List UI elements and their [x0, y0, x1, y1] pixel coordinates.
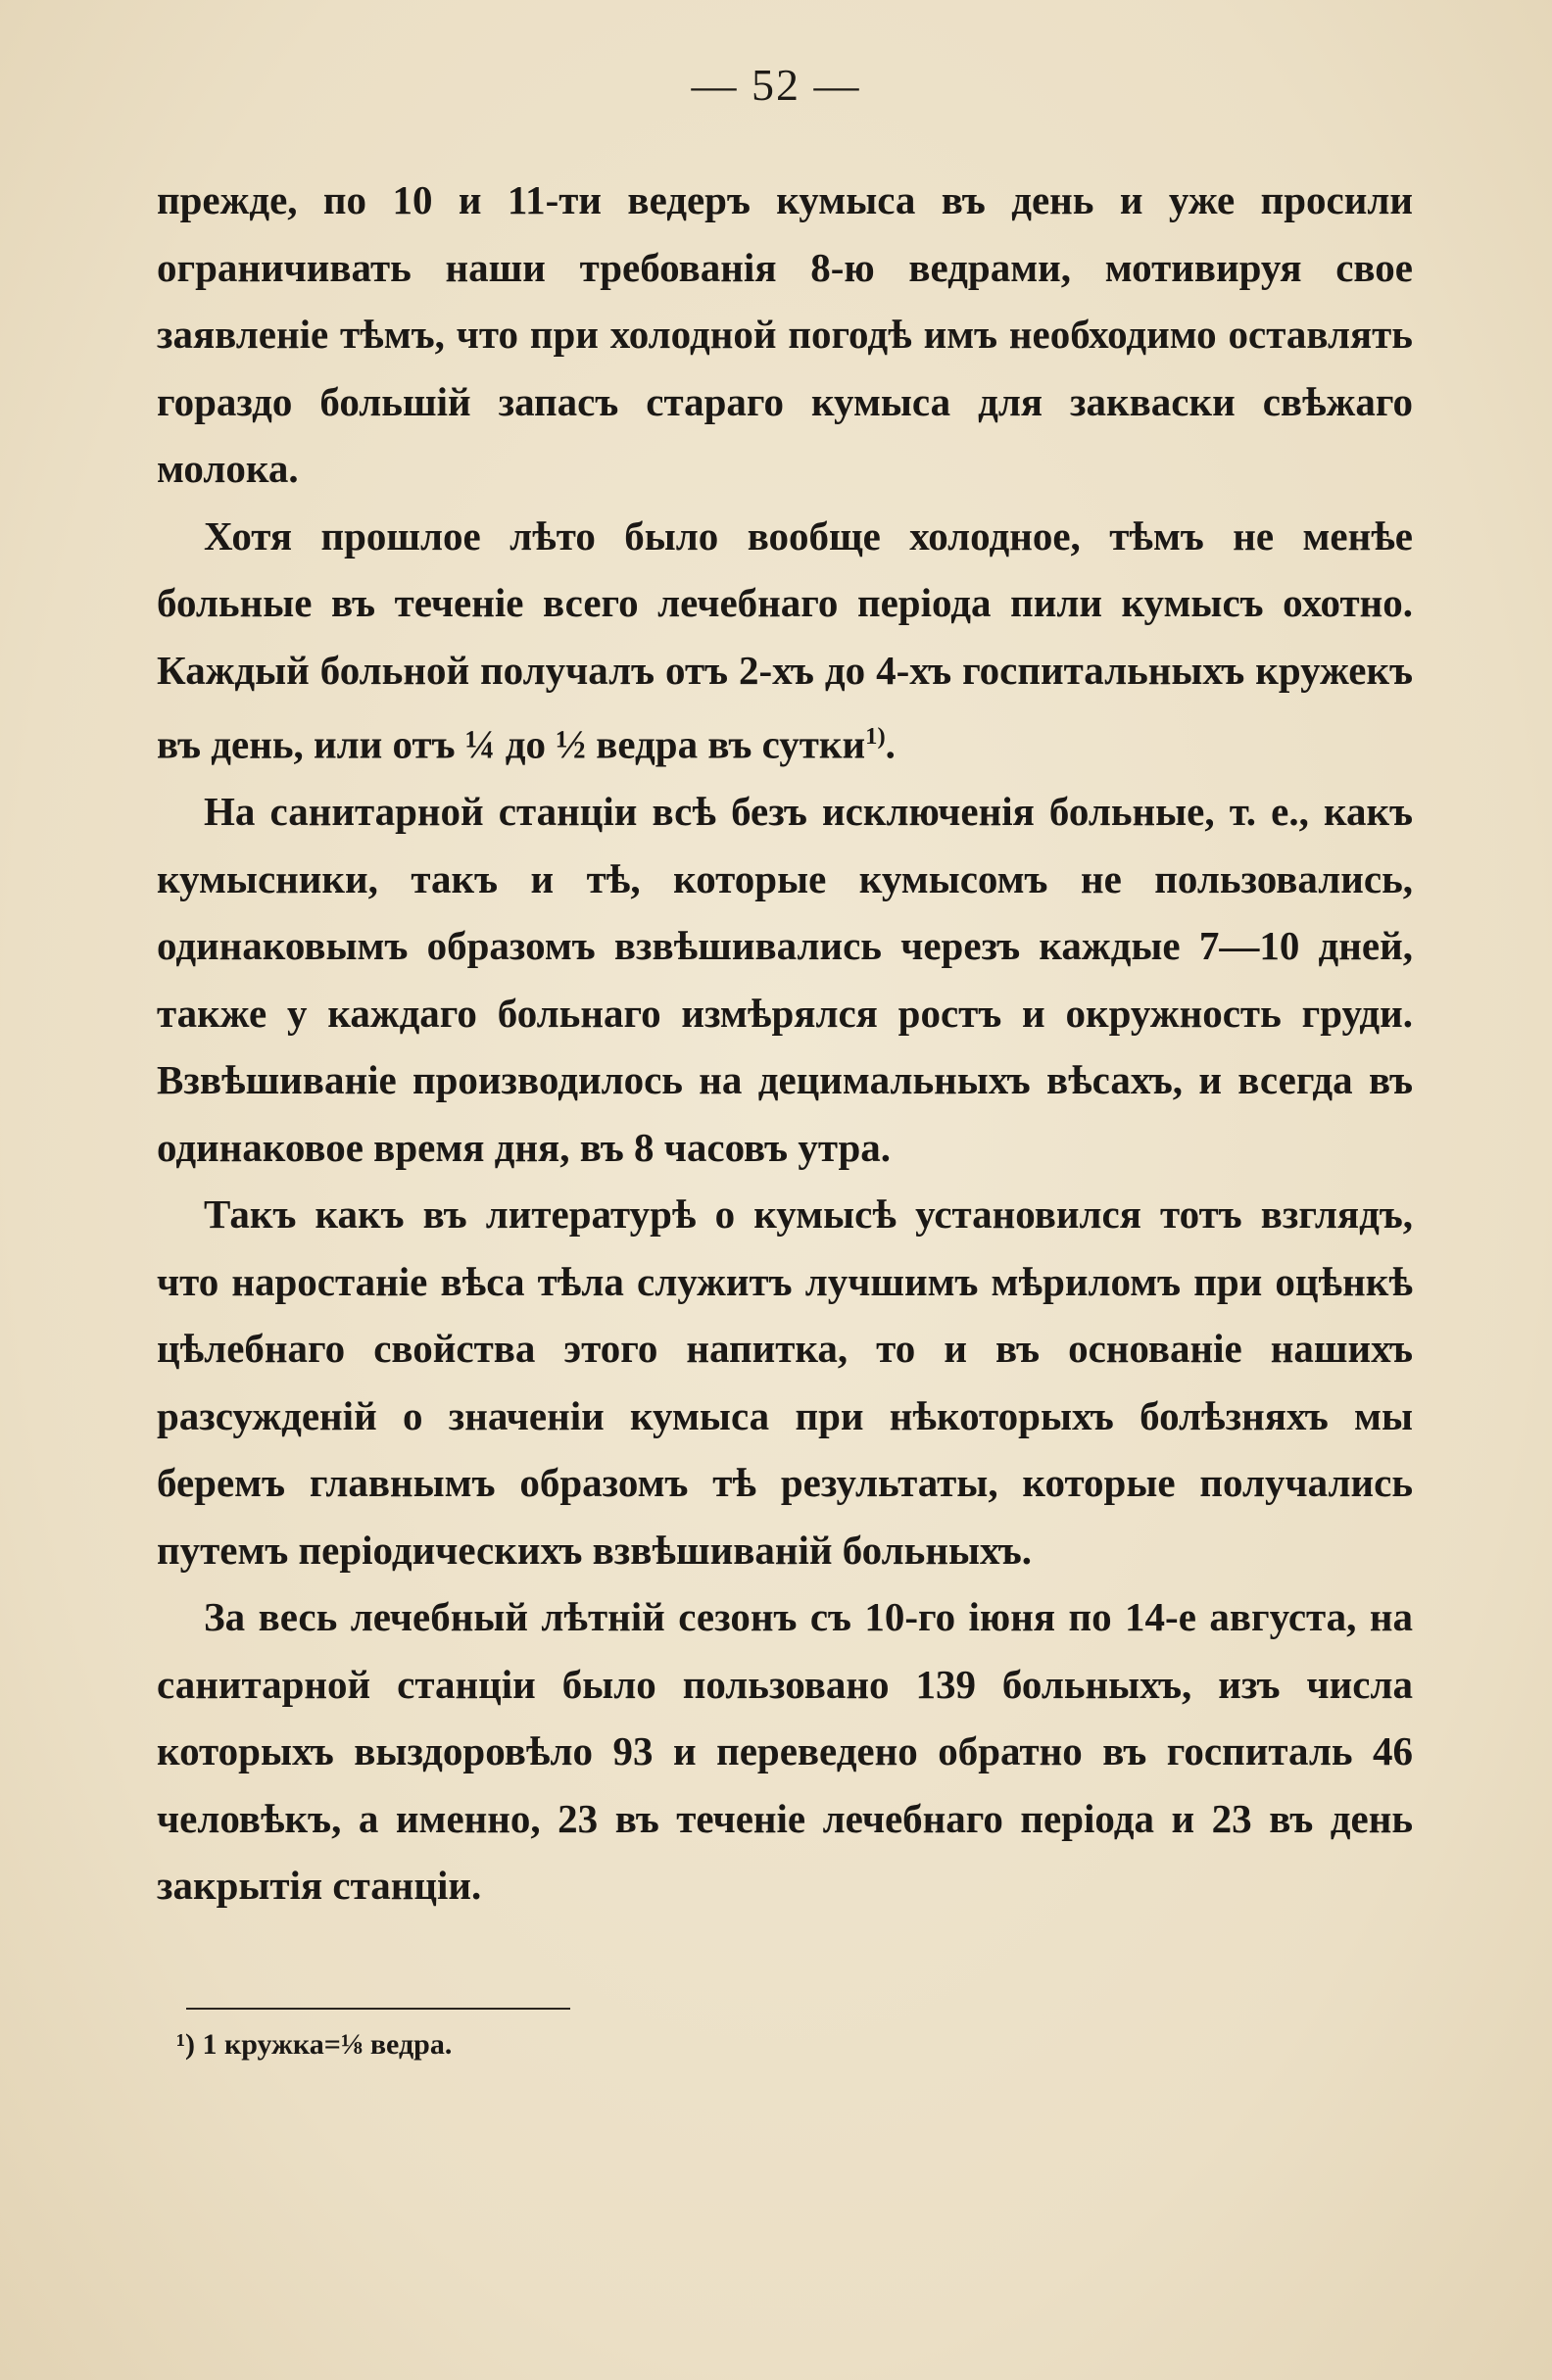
- page-body: [157, 167, 1413, 1919]
- footnote-ref: 1): [865, 723, 886, 750]
- footnote-divider: [186, 2008, 570, 2010]
- footnote-text: 1 кружка=⅛ ведра.: [202, 2028, 453, 2061]
- paragraph-2-text: Хотя прошлое лѣто было вообще холодное, тѣмъ не менѣе больные въ теченіе всего лечебнаго періода пили кумысъ охотно. Каждый больной получалъ отъ 2-хъ до 4-хъ госпитальныхъ кружекъ въ день, или отъ ¼ до ½ ведра въ сутки: [157, 512, 1413, 767]
- paragraph-2: Хотя прошлое лѣто было вообще холодное, тѣмъ не менѣе больные въ теченіе всего лечебнаго періода пили кумысъ охотно. Каждый больной получалъ отъ 2-хъ до 4-хъ госпитальныхъ кружекъ въ день, или отъ ¼ до ½ ведра въ сутки$^{1)}$.: [157, 512, 1413, 767]
- paragraph-4: Такъ какъ въ литературѣ о кумысѣ установился тотъ взглядъ, что наростаніе вѣса тѣла служитъ лучшимъ мѣриломъ при оцѣнкѣ цѣлебнаго свойства этого напитка, то и въ основаніе нашихъ разсужденій о значеніи кумыса при нѣкоторыхъ болѣзняхъ мы беремъ главнымъ образомъ тѣ результаты, которые получались путемъ періодическихъ взвѣшиваній больныхъ.: [157, 1191, 1413, 1573]
- footnote: [176, 2028, 452, 2062]
- paragraph-3: На санитарной станціи всѣ безъ исключенія больные, т. е., какъ кумысники, такъ и тѣ, которые кумысомъ не пользовались, одинаковымъ образомъ взвѣшивались черезъ каждые 7—10 дней, также у каждаго больнаго измѣрялся ростъ и окружность груди. Взвѣшиваніе производилось на децимальныхъ вѣсахъ, и всегда въ одинаковое время дня, въ 8 часовъ утра.: [157, 789, 1413, 1170]
- paragraph-1: прежде, по 10 и 11-ти ведеръ кумыса въ день и уже просили ограничивать наши требованія 8-ю ведрами, мотивируя свое заявленіе тѣмъ, что при холодной погодѣ имъ необходимо оставлять гораздо большій запасъ стараго кумыса для закваски свѣжаго молока.: [157, 177, 1413, 491]
- page-number: — 52 —: [691, 60, 861, 110]
- paragraph-5: За весь лечебный лѣтній сезонъ съ 10-го іюня по 14-е августа, на санитарной станціи было пользовано 139 больныхъ, изъ числа которыхъ выздоровѣло 93 и переведено обратно въ госпиталь 46 человѣкъ, а именно, 23 въ теченіе лечебнаго періода и 23 въ день закрытія станціи.: [157, 1594, 1413, 1909]
- footnote-marker: ¹): [176, 2028, 195, 2061]
